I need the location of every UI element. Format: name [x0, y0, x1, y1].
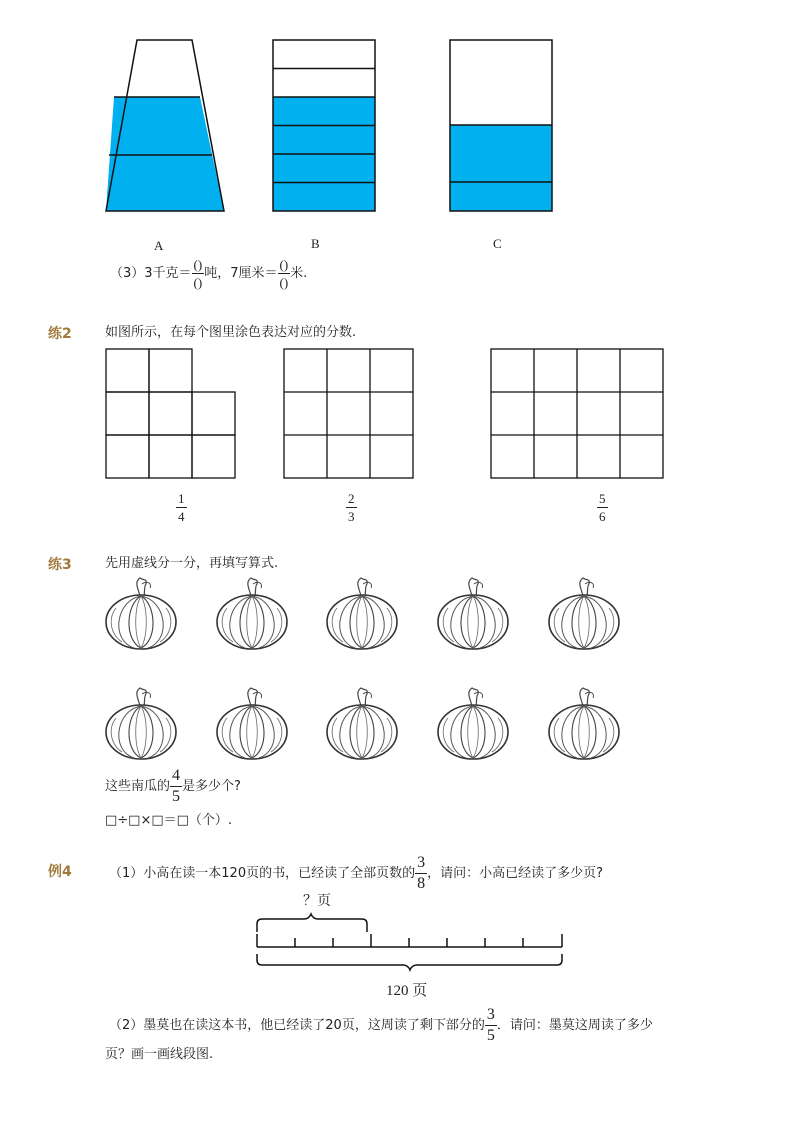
lian2-instruction: 如图所示，在每个图里涂色表达对应的分数.: [105, 325, 357, 340]
unit-conversion-question: [110, 258, 307, 289]
figure-label-c: C: [493, 236, 502, 251]
rectangle-c-shaded-part: [450, 125, 552, 211]
line-segment-diagram: [250, 912, 570, 992]
section-tag-lian2: 练2: [48, 326, 72, 342]
section-tag-li4: 例4: [48, 864, 72, 880]
figure-label-a: A: [154, 238, 164, 253]
grid-figure-1: [104, 347, 244, 487]
pumpkin-icon: [215, 578, 295, 658]
figure-label-b: B: [311, 236, 320, 251]
pumpkin-icon: [547, 688, 627, 768]
section-tag-lian3: 练3: [48, 557, 72, 573]
grid-figure-2: [282, 347, 422, 487]
pumpkin-fraction: $\frac{4}{5}$: [172, 767, 181, 805]
li4-question-1: （1）小高在读一本120页的书，已经读了全部页数的 $\frac{3}{8}$ ，请问：小高已经读了多少页?: [109, 854, 603, 892]
li4-question-2-line2: 页？画一画线段图.: [105, 1047, 214, 1062]
grid-2-fraction: $\frac{2}{3}$: [348, 491, 355, 524]
pumpkin-icon: [325, 578, 405, 658]
li4-q1-fraction: $\frac{3}{8}$: [417, 854, 426, 892]
grid-3-fraction: $\frac{5}{6}$: [599, 491, 606, 524]
lian3-instruction: 先用虚线分一分，再填写算式.: [105, 556, 279, 571]
li4-q2-fraction: $\frac{3}{5}$: [486, 1006, 495, 1044]
pumpkin-icon: [436, 578, 516, 658]
q3-prefix: （3）3千克＝: [110, 265, 192, 281]
pumpkin-icon: [325, 688, 405, 768]
pumpkin-icon: [436, 688, 516, 768]
grid-figure-3: [489, 347, 669, 487]
line-diagram-upper-label: ？页: [303, 894, 331, 909]
trapezoid-figure-a: [100, 35, 230, 215]
rectangle-figure-c: [447, 35, 557, 215]
line-diagram-lower-label: 120 页: [386, 983, 428, 999]
li4-question-2: （2）墨莫也在读这本书，他已经读了20页，这周读了剩下部分的 $\frac{3}{5}$ ．请问：墨莫这周读了多少: [109, 1006, 653, 1044]
rectangle-figure-b: [270, 35, 380, 215]
q3-mid: 吨，7厘米＝: [204, 265, 278, 281]
pumpkin-question: 这些南瓜的 $\frac{4}{5}$ 是多少个?: [105, 767, 241, 805]
pumpkin-icon: [215, 688, 295, 768]
q3-suffix: 米.: [290, 265, 308, 281]
pumpkin-icon: [104, 688, 184, 768]
pumpkin-formula: □÷□×□＝□（个）.: [105, 813, 233, 828]
grid-1-fraction: $\frac{1}{4}$: [178, 491, 185, 524]
pumpkin-icon: [104, 578, 184, 658]
q3-fraction-meter: $\frac{()}{()}$: [279, 257, 289, 290]
pumpkin-icon: [547, 578, 627, 658]
q3-fraction-ton: $\frac{()}{()}$: [193, 257, 203, 290]
